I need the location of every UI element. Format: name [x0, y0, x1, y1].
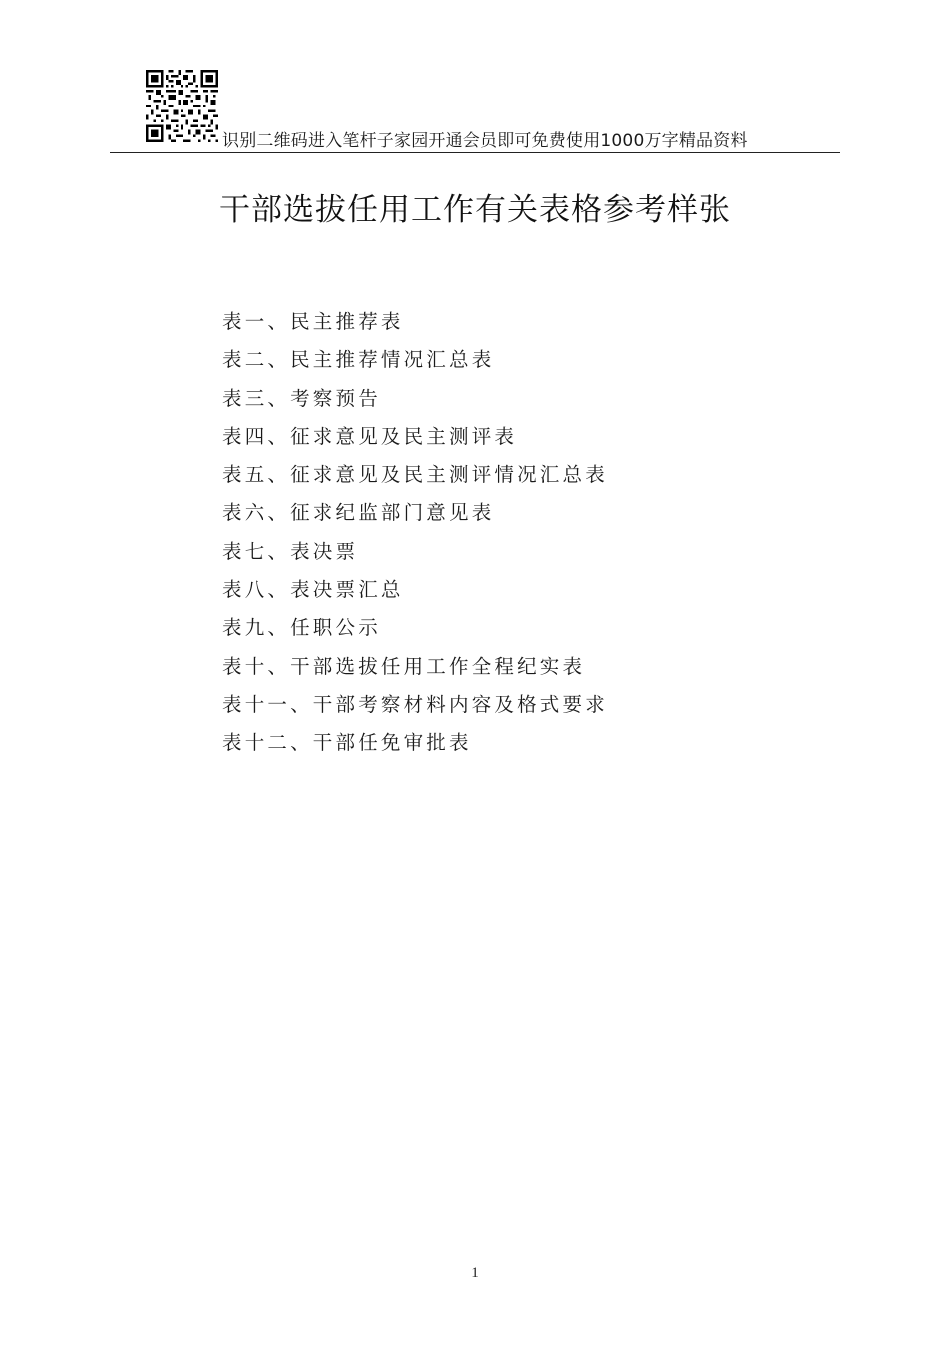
toc-item: 表九、任职公示 [222, 616, 381, 640]
toc-item: 表二、民主推荐情况汇总表 [222, 348, 495, 372]
document-title: 干部选拔任用工作有关表格参考样张 [219, 192, 731, 228]
header-notice: 识别二维码进入笔杆子家园开通会员即可免费使用1000万字精品资料 [222, 131, 748, 151]
page-number: 1 [471, 1265, 479, 1281]
toc-item: 表十二、干部任免审批表 [222, 731, 472, 755]
toc-item: 表六、征求纪监部门意见表 [222, 501, 495, 525]
page-header [110, 68, 840, 153]
toc-item: 表一、民主推荐表 [222, 310, 404, 333]
toc-item: 表八、表决票汇总 [222, 578, 404, 602]
toc-item: 表十、干部选拔任用工作全程纪实表 [222, 654, 586, 678]
toc-item: 表五、征求意见及民主测评情况汇总表 [222, 463, 608, 487]
toc-item: 表七、表决票 [222, 539, 359, 563]
qr-code-icon [146, 70, 218, 142]
toc-item: 表四、征求意见及民主测评表 [222, 424, 518, 448]
toc-item: 表三、考察预告 [222, 386, 381, 410]
table-of-contents [222, 307, 608, 767]
toc-item: 表十一、干部考察材料内容及格式要求 [222, 692, 608, 716]
